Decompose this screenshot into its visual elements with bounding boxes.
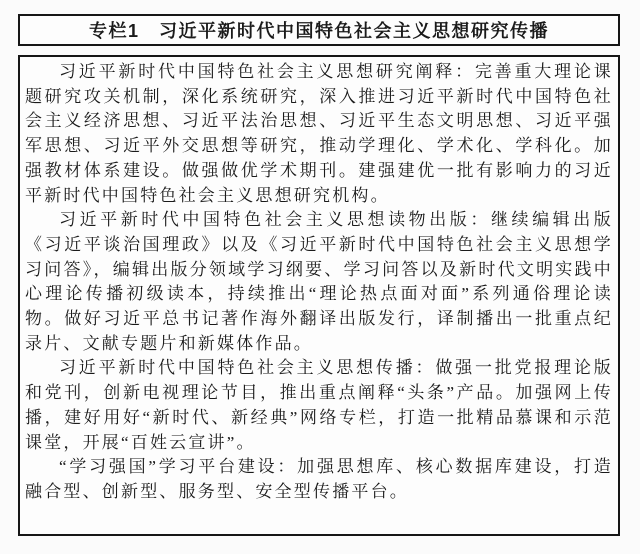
paragraph-research-interpretation: 习近平新时代中国特色社会主义思想研究阐释：完善重大理论课题研究攻关机制，深化系统研究，深入推进习近平新时代中国特色社会主义经济思想、习近平法治思想、习近平生态文明思想、习近平强军思想、习近平外交思想等研究，推动学理化、学术化、学科化。加强教材体系建设。做强做优学术期刊。建强建优一批有影响力的习近平新时代中国特色社会主义思想研究机构。 — [25, 62, 613, 205]
paragraph-readings-publication: 习近平新时代中国特色社会主义思想读物出版：继续编辑出版《习近平谈治国理政》以及《习近平新时代中国特色社会主义思想学习问答》，编辑出版分领域学习纲要、学习问答以及新时代文明实践中心理论传播初级读本，持续推出“理论热点面对面”系列通俗理论读物。做好习近平总书记著作海外翻译出版发行，译制播出一批重点纪录片、文献专题片和新媒体作品。 — [25, 210, 613, 353]
paragraph-xuexi-qiangguo-platform: “学习强国”学习平台建设：加强思想库、核心数据库建设，打造融合型、创新型、服务型、安全型传播平台。 — [25, 457, 613, 501]
column-body-box — [18, 55, 620, 536]
paragraph-thought-dissemination: 习近平新时代中国特色社会主义思想传播：做强一批党报理论版和党刊，创新电视理论节目，推出重点阐释“头条”产品。加强网上传播，建好用好“新时代、新经典”网络专栏，打造一批精品慕课和示范课堂，开展“百姓云宣讲”。 — [25, 358, 613, 452]
column-title: 专栏1 习近平新时代中国特色社会主义思想研究传播 — [88, 21, 549, 41]
column-title-box — [18, 14, 620, 46]
